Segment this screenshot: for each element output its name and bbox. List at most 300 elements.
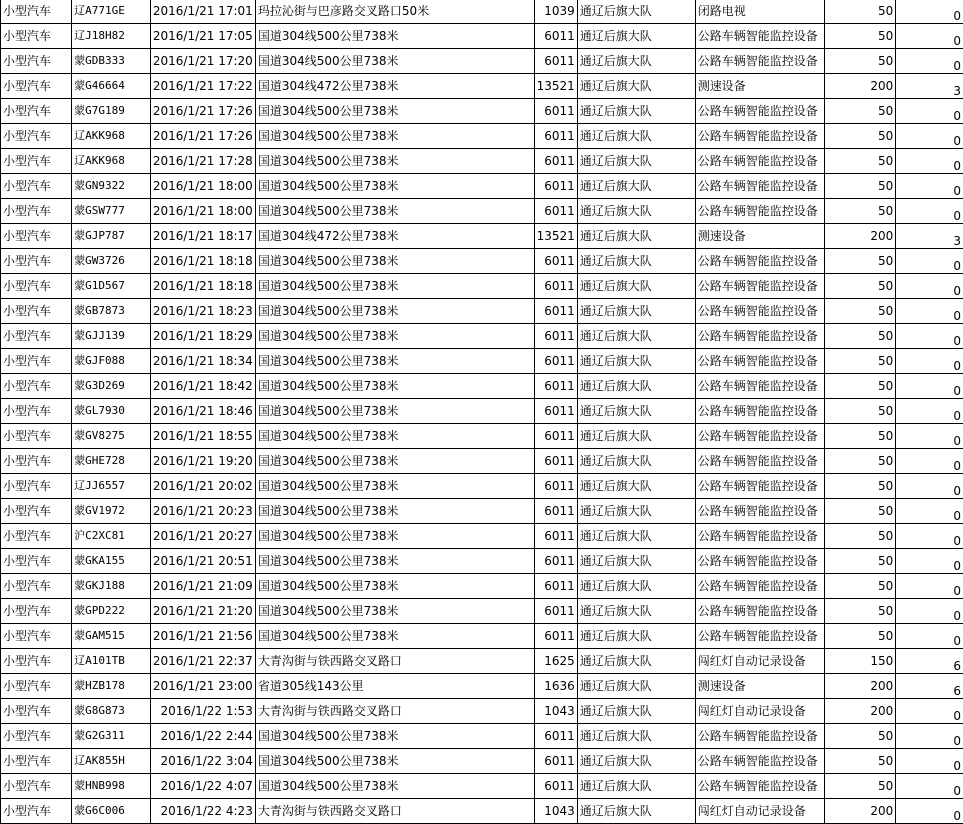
datetime-cell: 2016/1/21 21:56 (150, 624, 255, 649)
department-cell: 通辽后旗大队 (577, 274, 695, 299)
location-code-cell: 6011 (534, 349, 577, 374)
location-code-cell: 1625 (534, 649, 577, 674)
fine-amount-cell: 50 (825, 0, 896, 24)
fine-amount-cell: 50 (825, 199, 896, 224)
device-type-cell: 公路车辆智能监控设备 (695, 449, 825, 474)
plate-number-cell: 蒙GW3726 (72, 249, 151, 274)
department-cell: 通辽后旗大队 (577, 199, 695, 224)
vehicle-type-cell: 小型汽车 (1, 249, 72, 274)
datetime-cell: 2016/1/21 17:01 (150, 0, 255, 24)
table-row (1, 449, 963, 474)
department-cell: 通辽后旗大队 (577, 399, 695, 424)
vehicle-type-cell: 小型汽车 (1, 774, 72, 799)
location-code-cell: 1636 (534, 674, 577, 699)
device-type-cell: 闯红灯自动记录设备 (695, 649, 825, 674)
location-cell: 国道304线500公里738米 (255, 499, 534, 524)
fine-amount-cell: 50 (825, 99, 896, 124)
location-code-cell: 6011 (534, 249, 577, 274)
plate-number-cell: 蒙GHE728 (72, 449, 151, 474)
vehicle-type-cell: 小型汽车 (1, 324, 72, 349)
plate-number-cell: 辽AKK968 (72, 124, 151, 149)
device-type-cell: 公路车辆智能监控设备 (695, 299, 825, 324)
device-type-cell: 公路车辆智能监控设备 (695, 99, 825, 124)
location-code-cell: 6011 (534, 149, 577, 174)
points-cell: 0 (896, 49, 963, 74)
plate-number-cell: 辽A101TB (72, 649, 151, 674)
location-cell: 国道304线500公里738米 (255, 299, 534, 324)
department-cell: 通辽后旗大队 (577, 324, 695, 349)
location-code-cell: 6011 (534, 774, 577, 799)
vehicle-type-cell: 小型汽车 (1, 374, 72, 399)
points-cell: 0 (896, 424, 963, 449)
location-cell: 国道304线500公里738米 (255, 124, 534, 149)
location-cell: 国道304线472公里738米 (255, 224, 534, 249)
department-cell: 通辽后旗大队 (577, 649, 695, 674)
location-code-cell: 6011 (534, 524, 577, 549)
location-code-cell: 6011 (534, 624, 577, 649)
department-cell: 通辽后旗大队 (577, 49, 695, 74)
plate-number-cell: 辽AK855H (72, 749, 151, 774)
device-type-cell: 公路车辆智能监控设备 (695, 24, 825, 49)
device-type-cell: 公路车辆智能监控设备 (695, 49, 825, 74)
points-cell: 0 (896, 324, 963, 349)
fine-amount-cell: 50 (825, 299, 896, 324)
location-cell: 国道304线500公里738米 (255, 174, 534, 199)
department-cell: 通辽后旗大队 (577, 374, 695, 399)
plate-number-cell: 蒙HZB178 (72, 674, 151, 699)
datetime-cell: 2016/1/21 18:42 (150, 374, 255, 399)
device-type-cell: 公路车辆智能监控设备 (695, 399, 825, 424)
points-cell: 0 (896, 499, 963, 524)
location-code-cell: 1039 (534, 0, 577, 24)
location-code-cell: 6011 (534, 749, 577, 774)
datetime-cell: 2016/1/21 19:20 (150, 449, 255, 474)
table-row (1, 574, 963, 599)
table-row (1, 624, 963, 649)
fine-amount-cell: 50 (825, 624, 896, 649)
table-row (1, 749, 963, 774)
department-cell: 通辽后旗大队 (577, 799, 695, 824)
vehicle-type-cell: 小型汽车 (1, 224, 72, 249)
points-cell: 0 (896, 0, 963, 24)
department-cell: 通辽后旗大队 (577, 449, 695, 474)
table-row (1, 499, 963, 524)
plate-number-cell: 辽AKK968 (72, 149, 151, 174)
vehicle-type-cell: 小型汽车 (1, 174, 72, 199)
device-type-cell: 公路车辆智能监控设备 (695, 424, 825, 449)
datetime-cell: 2016/1/21 18:29 (150, 324, 255, 349)
points-cell: 0 (896, 174, 963, 199)
points-cell: 0 (896, 474, 963, 499)
location-cell: 国道304线500公里738米 (255, 24, 534, 49)
device-type-cell: 公路车辆智能监控设备 (695, 374, 825, 399)
department-cell: 通辽后旗大队 (577, 174, 695, 199)
department-cell: 通辽后旗大队 (577, 0, 695, 24)
location-code-cell: 6011 (534, 324, 577, 349)
location-code-cell: 6011 (534, 499, 577, 524)
department-cell: 通辽后旗大队 (577, 674, 695, 699)
vehicle-type-cell: 小型汽车 (1, 424, 72, 449)
department-cell: 通辽后旗大队 (577, 349, 695, 374)
datetime-cell: 2016/1/21 17:26 (150, 124, 255, 149)
department-cell: 通辽后旗大队 (577, 124, 695, 149)
points-cell: 0 (896, 524, 963, 549)
plate-number-cell: 蒙GSW777 (72, 199, 151, 224)
location-cell: 国道304线500公里738米 (255, 49, 534, 74)
table-row (1, 299, 963, 324)
plate-number-cell: 辽J18H82 (72, 24, 151, 49)
plate-number-cell: 蒙GL7930 (72, 399, 151, 424)
location-cell: 国道304线500公里738米 (255, 749, 534, 774)
location-cell: 国道304线500公里738米 (255, 599, 534, 624)
points-cell: 0 (896, 249, 963, 274)
table-row (1, 374, 963, 399)
location-code-cell: 6011 (534, 124, 577, 149)
vehicle-type-cell: 小型汽车 (1, 549, 72, 574)
department-cell: 通辽后旗大队 (577, 524, 695, 549)
device-type-cell: 公路车辆智能监控设备 (695, 124, 825, 149)
location-cell: 国道304线500公里738米 (255, 199, 534, 224)
table-row (1, 799, 963, 824)
location-code-cell: 1043 (534, 699, 577, 724)
points-cell: 0 (896, 574, 963, 599)
vehicle-type-cell: 小型汽车 (1, 124, 72, 149)
vehicle-type-cell: 小型汽车 (1, 0, 72, 24)
datetime-cell: 2016/1/21 17:20 (150, 49, 255, 74)
department-cell: 通辽后旗大队 (577, 74, 695, 99)
location-cell: 国道304线500公里738米 (255, 274, 534, 299)
fine-amount-cell: 150 (825, 649, 896, 674)
location-cell: 国道304线500公里738米 (255, 724, 534, 749)
plate-number-cell: 蒙GJP787 (72, 224, 151, 249)
points-cell: 0 (896, 149, 963, 174)
table-row (1, 349, 963, 374)
points-cell: 0 (896, 24, 963, 49)
location-code-cell: 6011 (534, 449, 577, 474)
device-type-cell: 闭路电视 (695, 0, 825, 24)
department-cell: 通辽后旗大队 (577, 749, 695, 774)
fine-amount-cell: 50 (825, 324, 896, 349)
fine-amount-cell: 200 (825, 699, 896, 724)
department-cell: 通辽后旗大队 (577, 724, 695, 749)
table-row (1, 549, 963, 574)
location-code-cell: 6011 (534, 24, 577, 49)
location-cell: 国道304线500公里738米 (255, 474, 534, 499)
plate-number-cell: 沪C2XC81 (72, 524, 151, 549)
location-cell: 大青沟街与铁西路交叉路口 (255, 799, 534, 824)
table-row (1, 249, 963, 274)
points-cell: 0 (896, 699, 963, 724)
vehicle-type-cell: 小型汽车 (1, 624, 72, 649)
plate-number-cell: 蒙G3D269 (72, 374, 151, 399)
device-type-cell: 公路车辆智能监控设备 (695, 174, 825, 199)
location-code-cell: 6011 (534, 424, 577, 449)
vehicle-type-cell: 小型汽车 (1, 649, 72, 674)
datetime-cell: 2016/1/21 20:27 (150, 524, 255, 549)
department-cell: 通辽后旗大队 (577, 499, 695, 524)
datetime-cell: 2016/1/21 17:28 (150, 149, 255, 174)
fine-amount-cell: 200 (825, 224, 896, 249)
device-type-cell: 测速设备 (695, 224, 825, 249)
location-cell: 国道304线500公里738米 (255, 249, 534, 274)
fine-amount-cell: 50 (825, 399, 896, 424)
location-cell: 省道305线143公里 (255, 674, 534, 699)
plate-number-cell: 蒙GPD222 (72, 599, 151, 624)
fine-amount-cell: 50 (825, 174, 896, 199)
device-type-cell: 公路车辆智能监控设备 (695, 624, 825, 649)
vehicle-type-cell: 小型汽车 (1, 299, 72, 324)
plate-number-cell: 蒙GN9322 (72, 174, 151, 199)
fine-amount-cell: 200 (825, 674, 896, 699)
plate-number-cell: 蒙G1D567 (72, 274, 151, 299)
department-cell: 通辽后旗大队 (577, 574, 695, 599)
datetime-cell: 2016/1/21 18:17 (150, 224, 255, 249)
fine-amount-cell: 200 (825, 74, 896, 99)
fine-amount-cell: 50 (825, 524, 896, 549)
fine-amount-cell: 50 (825, 574, 896, 599)
datetime-cell: 2016/1/22 4:07 (150, 774, 255, 799)
device-type-cell: 公路车辆智能监控设备 (695, 274, 825, 299)
table-body (1, 0, 963, 824)
vehicle-type-cell: 小型汽车 (1, 74, 72, 99)
table-row (1, 399, 963, 424)
device-type-cell: 公路车辆智能监控设备 (695, 324, 825, 349)
location-cell: 国道304线500公里738米 (255, 424, 534, 449)
device-type-cell: 公路车辆智能监控设备 (695, 774, 825, 799)
department-cell: 通辽后旗大队 (577, 224, 695, 249)
table-row (1, 324, 963, 349)
table-row (1, 0, 963, 24)
plate-number-cell: 蒙GV8275 (72, 424, 151, 449)
location-code-cell: 6011 (534, 274, 577, 299)
vehicle-type-cell: 小型汽车 (1, 674, 72, 699)
device-type-cell: 公路车辆智能监控设备 (695, 199, 825, 224)
department-cell: 通辽后旗大队 (577, 624, 695, 649)
department-cell: 通辽后旗大队 (577, 774, 695, 799)
device-type-cell: 公路车辆智能监控设备 (695, 524, 825, 549)
fine-amount-cell: 50 (825, 149, 896, 174)
device-type-cell: 公路车辆智能监控设备 (695, 574, 825, 599)
table-row (1, 699, 963, 724)
location-cell: 国道304线500公里738米 (255, 549, 534, 574)
location-code-cell: 13521 (534, 224, 577, 249)
points-cell: 0 (896, 349, 963, 374)
location-code-cell: 6011 (534, 574, 577, 599)
location-cell: 国道304线500公里738米 (255, 399, 534, 424)
vehicle-type-cell: 小型汽车 (1, 499, 72, 524)
points-cell: 0 (896, 299, 963, 324)
location-code-cell: 6011 (534, 599, 577, 624)
vehicle-type-cell: 小型汽车 (1, 799, 72, 824)
device-type-cell: 公路车辆智能监控设备 (695, 249, 825, 274)
datetime-cell: 2016/1/21 18:46 (150, 399, 255, 424)
datetime-cell: 2016/1/21 17:22 (150, 74, 255, 99)
fine-amount-cell: 50 (825, 374, 896, 399)
location-cell: 国道304线500公里738米 (255, 349, 534, 374)
department-cell: 通辽后旗大队 (577, 474, 695, 499)
vehicle-type-cell: 小型汽车 (1, 524, 72, 549)
location-cell: 玛拉沁街与巴彦路交叉路口50米 (255, 0, 534, 24)
datetime-cell: 2016/1/21 18:00 (150, 199, 255, 224)
location-cell: 国道304线472公里738米 (255, 74, 534, 99)
plate-number-cell: 蒙HNB998 (72, 774, 151, 799)
datetime-cell: 2016/1/21 18:34 (150, 349, 255, 374)
location-code-cell: 6011 (534, 49, 577, 74)
datetime-cell: 2016/1/22 2:44 (150, 724, 255, 749)
location-cell: 国道304线500公里738米 (255, 624, 534, 649)
plate-number-cell: 蒙GKA155 (72, 549, 151, 574)
department-cell: 通辽后旗大队 (577, 699, 695, 724)
plate-number-cell: 蒙G6C006 (72, 799, 151, 824)
table-row (1, 49, 963, 74)
plate-number-cell: 蒙GB7873 (72, 299, 151, 324)
plate-number-cell: 蒙GV1972 (72, 499, 151, 524)
datetime-cell: 2016/1/21 20:23 (150, 499, 255, 524)
device-type-cell: 测速设备 (695, 74, 825, 99)
vehicle-type-cell: 小型汽车 (1, 199, 72, 224)
device-type-cell: 公路车辆智能监控设备 (695, 724, 825, 749)
datetime-cell: 2016/1/21 21:20 (150, 599, 255, 624)
location-code-cell: 6011 (534, 174, 577, 199)
points-cell: 0 (896, 799, 963, 824)
device-type-cell: 公路车辆智能监控设备 (695, 499, 825, 524)
department-cell: 通辽后旗大队 (577, 599, 695, 624)
location-code-cell: 6011 (534, 724, 577, 749)
plate-number-cell: 蒙G2G311 (72, 724, 151, 749)
fine-amount-cell: 50 (825, 124, 896, 149)
location-cell: 国道304线500公里738米 (255, 774, 534, 799)
vehicle-type-cell: 小型汽车 (1, 349, 72, 374)
points-cell: 0 (896, 749, 963, 774)
device-type-cell: 闯红灯自动记录设备 (695, 799, 825, 824)
vehicle-type-cell: 小型汽车 (1, 99, 72, 124)
plate-number-cell: 蒙GJJ139 (72, 324, 151, 349)
location-code-cell: 1043 (534, 799, 577, 824)
plate-number-cell: 辽A771GE (72, 0, 151, 24)
location-code-cell: 6011 (534, 299, 577, 324)
vehicle-type-cell: 小型汽车 (1, 399, 72, 424)
device-type-cell: 公路车辆智能监控设备 (695, 349, 825, 374)
table-row (1, 124, 963, 149)
location-code-cell: 6011 (534, 399, 577, 424)
plate-number-cell: 辽JJ6557 (72, 474, 151, 499)
datetime-cell: 2016/1/21 18:23 (150, 299, 255, 324)
datetime-cell: 2016/1/22 4:23 (150, 799, 255, 824)
points-cell: 0 (896, 624, 963, 649)
location-code-cell: 6011 (534, 474, 577, 499)
location-code-cell: 6011 (534, 549, 577, 574)
fine-amount-cell: 50 (825, 449, 896, 474)
table-row (1, 224, 963, 249)
table-row (1, 599, 963, 624)
datetime-cell: 2016/1/21 20:51 (150, 549, 255, 574)
datetime-cell: 2016/1/21 21:09 (150, 574, 255, 599)
location-cell: 大青沟街与铁西路交叉路口 (255, 649, 534, 674)
location-cell: 国道304线500公里738米 (255, 99, 534, 124)
datetime-cell: 2016/1/21 17:05 (150, 24, 255, 49)
datetime-cell: 2016/1/21 18:00 (150, 174, 255, 199)
table-row (1, 174, 963, 199)
vehicle-type-cell: 小型汽车 (1, 749, 72, 774)
points-cell: 0 (896, 449, 963, 474)
fine-amount-cell: 50 (825, 724, 896, 749)
points-cell: 0 (896, 724, 963, 749)
device-type-cell: 公路车辆智能监控设备 (695, 749, 825, 774)
points-cell: 0 (896, 99, 963, 124)
fine-amount-cell: 50 (825, 749, 896, 774)
vehicle-type-cell: 小型汽车 (1, 474, 72, 499)
points-cell: 6 (896, 649, 963, 674)
table-row (1, 74, 963, 99)
device-type-cell: 公路车辆智能监控设备 (695, 599, 825, 624)
table-row (1, 674, 963, 699)
fine-amount-cell: 50 (825, 49, 896, 74)
department-cell: 通辽后旗大队 (577, 24, 695, 49)
plate-number-cell: 蒙G46664 (72, 74, 151, 99)
vehicle-type-cell: 小型汽车 (1, 574, 72, 599)
datetime-cell: 2016/1/21 18:18 (150, 274, 255, 299)
fine-amount-cell: 200 (825, 799, 896, 824)
location-code-cell: 6011 (534, 374, 577, 399)
points-cell: 6 (896, 674, 963, 699)
device-type-cell: 闯红灯自动记录设备 (695, 699, 825, 724)
vehicle-type-cell: 小型汽车 (1, 24, 72, 49)
points-cell: 3 (896, 224, 963, 249)
fine-amount-cell: 50 (825, 274, 896, 299)
table-row (1, 524, 963, 549)
table-row (1, 99, 963, 124)
table-row (1, 274, 963, 299)
device-type-cell: 测速设备 (695, 674, 825, 699)
fine-amount-cell: 50 (825, 424, 896, 449)
fine-amount-cell: 50 (825, 499, 896, 524)
points-cell: 0 (896, 199, 963, 224)
datetime-cell: 2016/1/21 22:37 (150, 649, 255, 674)
table-row (1, 199, 963, 224)
datetime-cell: 2016/1/22 1:53 (150, 699, 255, 724)
table-row (1, 724, 963, 749)
points-cell: 0 (896, 599, 963, 624)
points-cell: 0 (896, 374, 963, 399)
points-cell: 0 (896, 274, 963, 299)
vehicle-type-cell: 小型汽车 (1, 149, 72, 174)
plate-number-cell: 蒙GDB333 (72, 49, 151, 74)
fine-amount-cell: 50 (825, 349, 896, 374)
department-cell: 通辽后旗大队 (577, 249, 695, 274)
device-type-cell: 公路车辆智能监控设备 (695, 549, 825, 574)
fine-amount-cell: 50 (825, 774, 896, 799)
department-cell: 通辽后旗大队 (577, 549, 695, 574)
plate-number-cell: 蒙GKJ188 (72, 574, 151, 599)
fine-amount-cell: 50 (825, 249, 896, 274)
datetime-cell: 2016/1/21 18:18 (150, 249, 255, 274)
vehicle-type-cell: 小型汽车 (1, 449, 72, 474)
fine-amount-cell: 50 (825, 474, 896, 499)
fine-amount-cell: 50 (825, 599, 896, 624)
vehicle-type-cell: 小型汽车 (1, 274, 72, 299)
datetime-cell: 2016/1/21 20:02 (150, 474, 255, 499)
points-cell: 0 (896, 124, 963, 149)
department-cell: 通辽后旗大队 (577, 424, 695, 449)
plate-number-cell: 蒙G8G873 (72, 699, 151, 724)
table-row (1, 649, 963, 674)
datetime-cell: 2016/1/21 18:55 (150, 424, 255, 449)
location-cell: 国道304线500公里738米 (255, 449, 534, 474)
fine-amount-cell: 50 (825, 24, 896, 49)
points-cell: 0 (896, 774, 963, 799)
vehicle-type-cell: 小型汽车 (1, 699, 72, 724)
datetime-cell: 2016/1/22 3:04 (150, 749, 255, 774)
